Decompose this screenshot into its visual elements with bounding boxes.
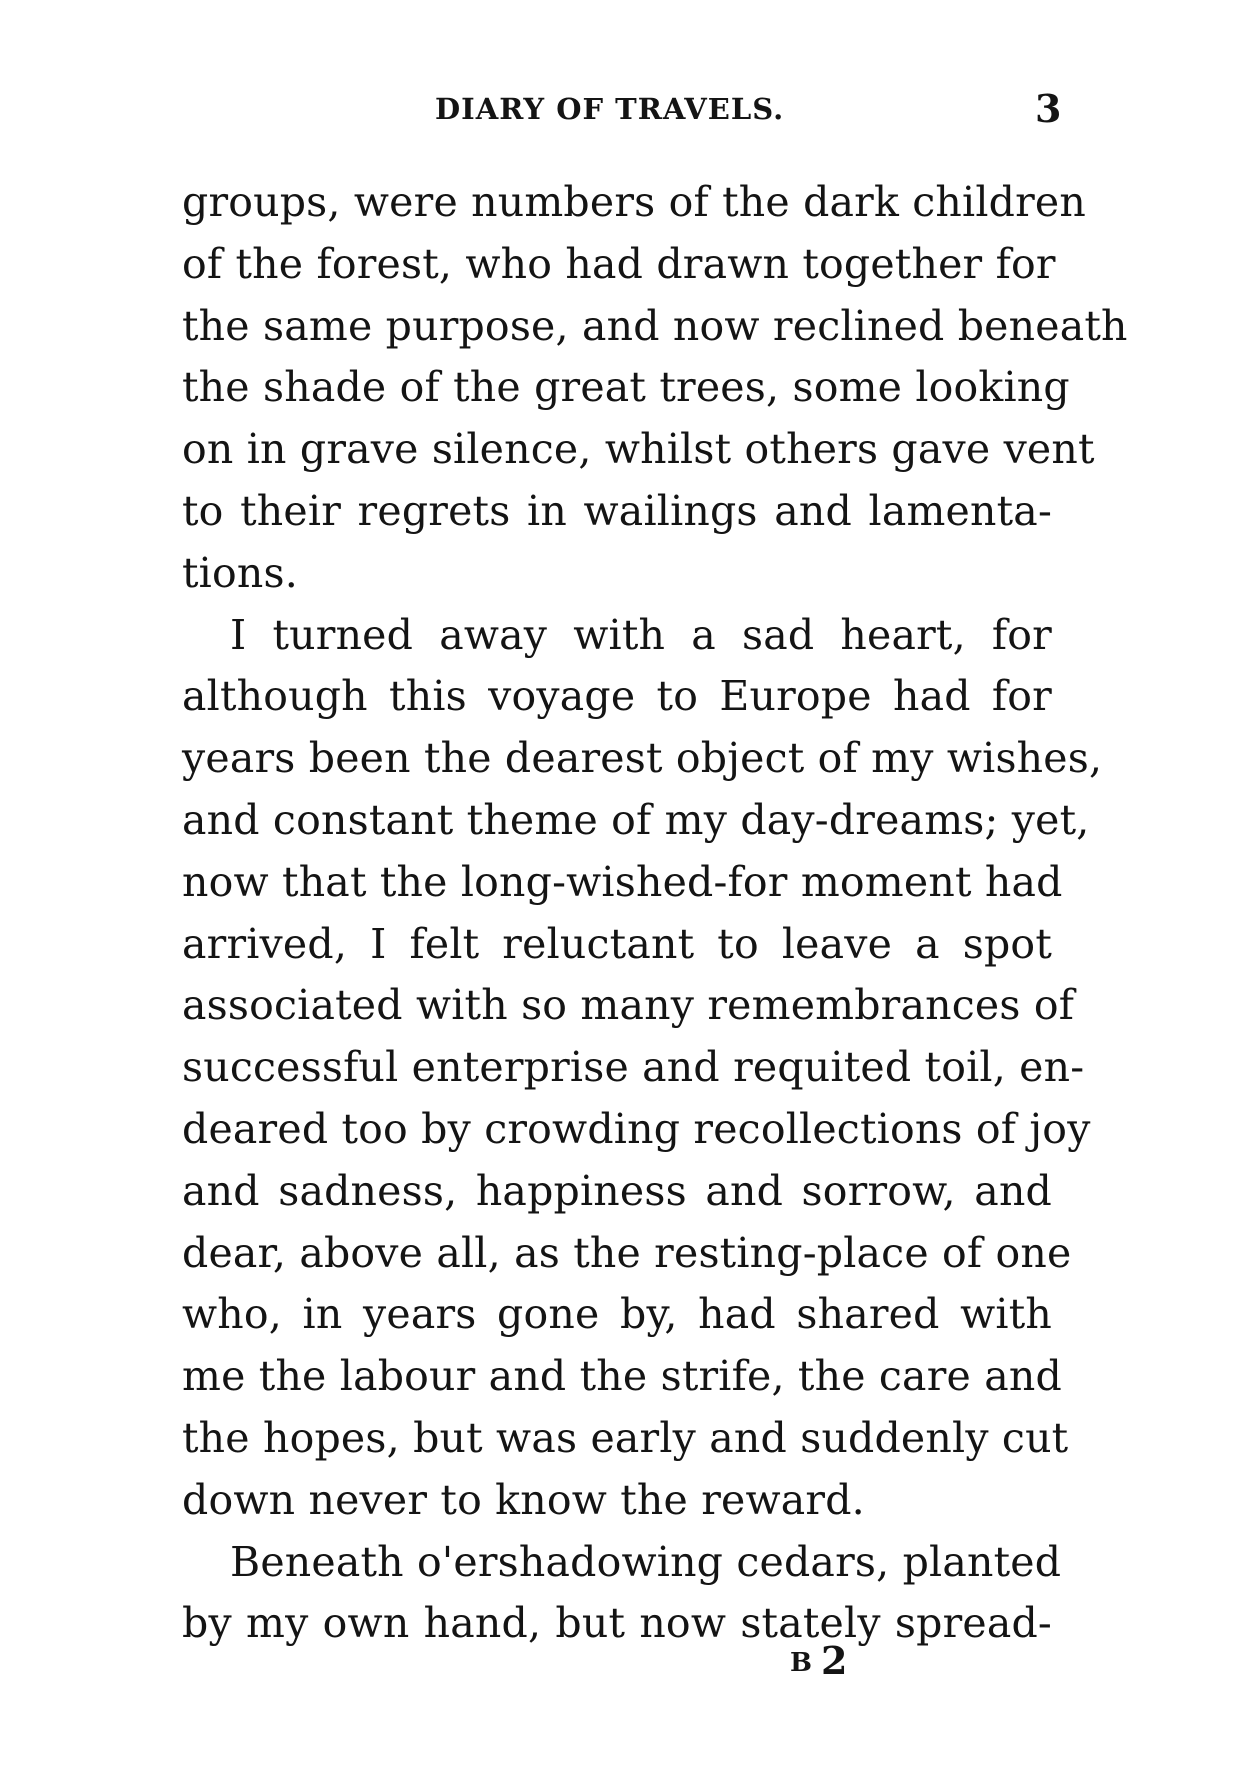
text-line: groups, were numbers of the dark children (182, 178, 1086, 226)
page-number: 3 (1035, 86, 1062, 131)
text-line: of the forest, who had drawn together for (182, 239, 1056, 288)
paragraph-first-line: I turned away with a sad heart, for (230, 610, 1052, 659)
text-line: dear, above all, as the resting-place of one (182, 1228, 1072, 1277)
text-line: who, in years gone by, had shared with (182, 1290, 1052, 1339)
text-line: the same purpose, and now reclined beneath (182, 301, 1128, 350)
text-line: tions. (182, 548, 298, 597)
signature-letter: B (790, 1648, 813, 1678)
text-line: associated with so many remembrances of (182, 981, 1075, 1030)
text-line: arrived, I felt reluctant to leave a spot (182, 919, 1052, 968)
text-line: me the labour and the strife, the care and (182, 1352, 1062, 1401)
text-line: deared too by crowding recollections of joy (182, 1104, 1091, 1153)
text-line: and sadness, happiness and sorrow, and (182, 1166, 1052, 1215)
signature-number: 2 (820, 1638, 849, 1683)
text-line: now that the long-wished-for moment had (182, 857, 1063, 906)
text-line: down never to know the reward. (182, 1475, 865, 1524)
text-line: and constant theme of my day-dreams; yet, (182, 795, 1090, 844)
text-line: the shade of the great trees, some looking (182, 363, 1070, 412)
text-line: years been the dearest object of my wishes, (182, 734, 1103, 783)
text-line: successful enterprise and requited toil, en- (182, 1043, 1085, 1092)
paragraph-first-line: Beneath o'ershadowing cedars, planted (230, 1537, 1062, 1586)
text-line: to their regrets in wailings and lamenta- (182, 486, 1052, 535)
signature-mark (790, 1638, 848, 1683)
body-text (182, 172, 1128, 1655)
text-line: although this voyage to Europe had for (182, 672, 1052, 721)
text-line: on in grave silence, whilst others gave vent (182, 425, 1095, 474)
running-head: DIARY OF TRAVELS. (435, 92, 785, 126)
text-line: by my own hand, but now stately spread- (182, 1599, 1052, 1648)
text-line: the hopes, but was early and suddenly cut (182, 1413, 1069, 1462)
